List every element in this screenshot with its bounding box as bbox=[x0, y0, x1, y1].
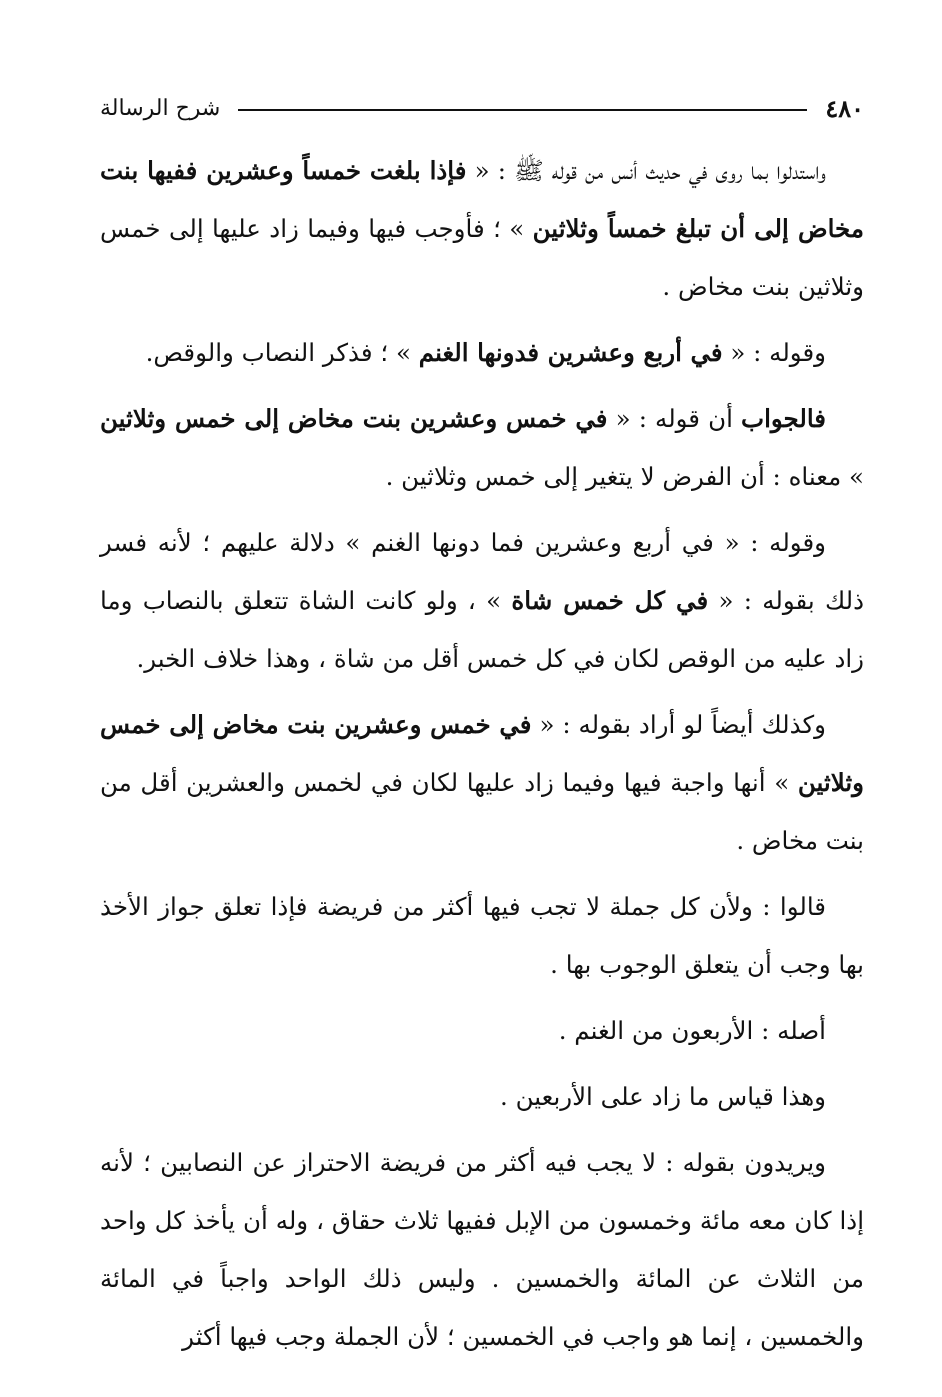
bold-quote-text: في كل خمس شاة bbox=[511, 586, 709, 615]
text-run: أن قوله : « bbox=[607, 404, 742, 433]
text-run: ويريدون بقوله : لا يجب فيه أكثر من فريضة الاحتراز عن النصابين ؛ لأنه إذا كان معه مائة وخمسون من الإبل ففيها ثلاث حقاق ، وله أن يأخذ كل واحد من الثلاث عن المائة والخمسين . وليس ذلك الواحد واجباً في المائة والخمسين ، إنما هو واجب في الخمسين ؛ لأن الجملة وجب فيها أكثر bbox=[100, 1148, 864, 1351]
paragraph bbox=[100, 1134, 864, 1366]
body-text bbox=[100, 142, 864, 1366]
text-run: أصله : الأربعون من الغنم . bbox=[558, 1016, 826, 1045]
paragraph bbox=[100, 696, 864, 870]
paragraph bbox=[100, 1068, 864, 1126]
text-run: وقوله : « في أربع وعشرين فما دونها الغنم » دلالة عليهم ؛ لأنه فسر ذلك بقوله : « bbox=[100, 528, 865, 615]
bold-quote-text: فالجواب bbox=[741, 404, 827, 433]
header-rule bbox=[238, 109, 807, 111]
text-run: قالوا : ولأن كل جملة لا تجب فيها أكثر من فريضة فإذا تعلق جواز الأخذ بها وجب أن يتعلق الوجوب بها . bbox=[100, 892, 864, 979]
text-run: وقوله : « bbox=[722, 338, 826, 367]
text-run: » ؛ فأوجب فيها وفيما زاد عليها إلى خمس وثلاثين بنت مخاض . bbox=[100, 214, 864, 301]
text-run: » ؛ فذكر النصاب والوقص. bbox=[145, 338, 419, 367]
bold-quote-text: في خمس وعشرين بنت مخاض إلى خمس وثلاثين bbox=[100, 710, 864, 797]
text-run: واستدلوا بما روى في حديث أنس من قوله ﷺ : « bbox=[466, 156, 827, 185]
paragraph bbox=[100, 324, 864, 382]
running-title: شرح الرسالة bbox=[100, 95, 221, 121]
paragraph bbox=[100, 514, 864, 688]
paragraph bbox=[100, 878, 864, 994]
bold-quote-text: في خمس وعشرين بنت مخاض إلى خمس وثلاثين bbox=[100, 404, 608, 433]
text-run: وكذلك أيضاً لو أراد بقوله : « bbox=[531, 710, 826, 739]
bold-quote-text: فإذا بلغت خمساً وعشرين ففيها بنت مخاض إلى أن تبلغ خمساً وثلاثين bbox=[100, 156, 864, 243]
text-run: » أنها واجبة فيها وفيما زاد عليها لكان في لخمس والعشرين أقل من بنت مخاض . bbox=[100, 768, 864, 855]
page-header bbox=[100, 88, 864, 128]
paragraph bbox=[100, 1002, 864, 1060]
paragraph bbox=[100, 142, 864, 316]
paragraph bbox=[100, 390, 864, 506]
page-number: ٤٨٠ bbox=[825, 93, 864, 123]
text-run: » معناه : أن الفرض لا يتغير إلى خمس وثلاثين . bbox=[385, 462, 864, 491]
text-run: » ، ولو كانت الشاة تتعلق بالنصاب وما زاد عليه من الوقص لكان في كل خمس أقل من شاة ، وهذا خلاف الخبر. bbox=[100, 586, 864, 673]
bold-quote-text: في أربع وعشرين فدونها الغنم bbox=[418, 338, 723, 367]
text-run: وهذا قياس ما زاد على الأربعين . bbox=[500, 1082, 826, 1111]
